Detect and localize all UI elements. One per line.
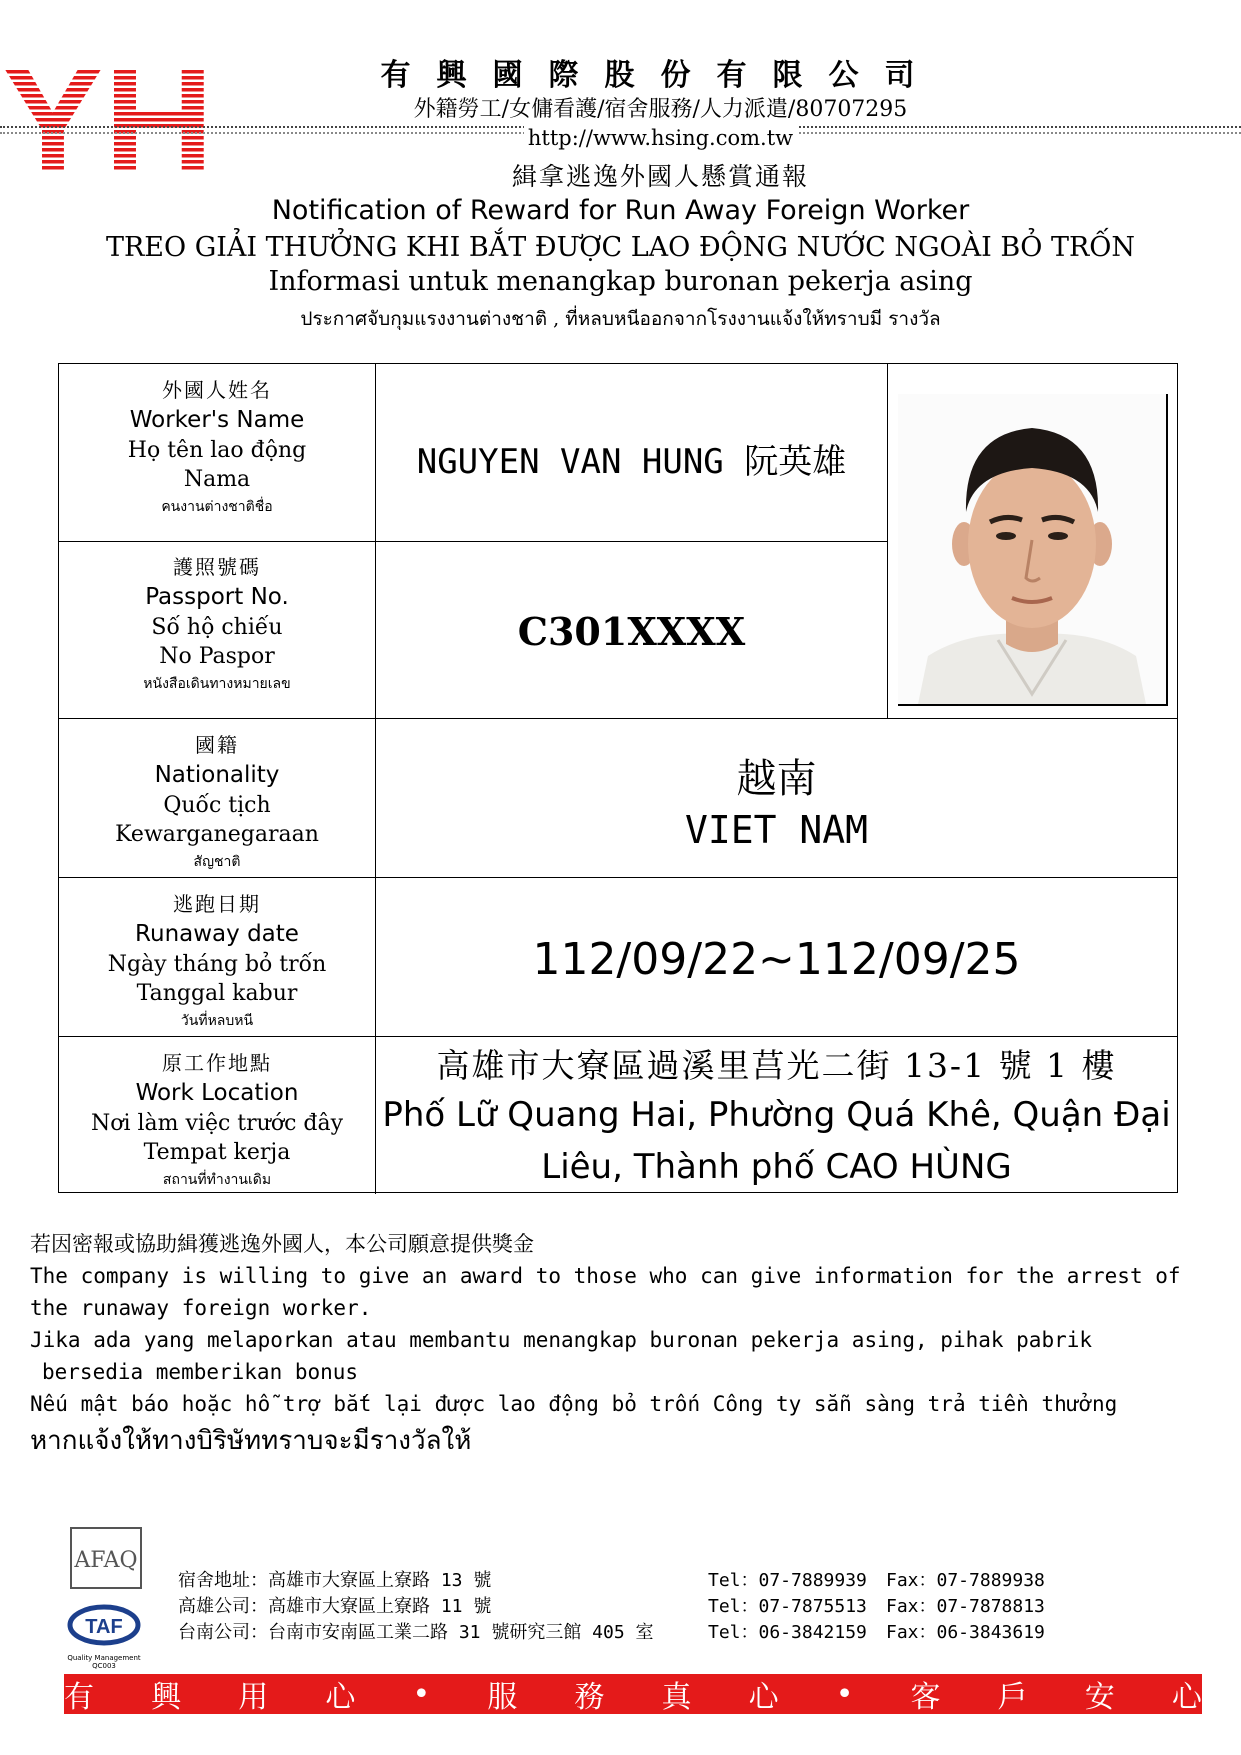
label-id: Nama [183,467,251,492]
company-website: http://www.hsing.com.tw [524,126,797,150]
svg-text:AFAQ: AFAQ [74,1548,138,1573]
photo-cell [887,364,1177,718]
label-en: Work Location [135,1080,299,1106]
slogan-char: 心 [748,1680,779,1715]
fax-kaohsiung: Fax：07-7878813 [886,1596,1045,1617]
label-passport [59,541,376,718]
reward-zh: 若因密報或協助緝獲逃逸外國人，本公司願意提供獎金 [30,1232,534,1256]
slogan-char: 務 [574,1680,605,1715]
tel-tainan: Tel：06-3842159 [708,1622,867,1643]
label-id: No Paspor [159,644,275,669]
slogan-char: 服 [487,1680,518,1715]
reward-vi: Nếu mật báo hoặc hỗ trợ bắt lại được lao động bỏ trốn Công ty sẵn sàng trả tiền thưởng [30,1392,1118,1416]
label-th: สัญชาติ [193,854,241,870]
label-vi: Quốc tịch [163,793,271,818]
label-worker-name [59,364,376,541]
slogan-char: 心 [1171,1680,1202,1715]
label-zh: 逃跑日期 [173,892,261,916]
label-th: วันที่หลบหนี [180,1013,254,1029]
label-en: Passport No. [145,584,289,610]
slogan-bar [64,1674,1202,1714]
work-location-vi: Phố Lữ Quang Hai, Phường Quá Khê, Quận Đại Liêu, Thành phố CAO HÙNG [382,1095,1171,1187]
taf-caption [64,1654,144,1670]
company-services: 外籍勞工/女傭看護/宿舍服務/人力派遣/80707295 [413,97,908,122]
label-vi: Họ tên lao động [127,438,307,463]
worker-name-value: NGUYEN VAN HUNG 阮英雄 [416,442,847,482]
slogan-char: 興 [151,1680,182,1715]
label-en: Worker's Name [129,407,305,433]
taf-caption-line1: Quality Management [67,1654,141,1662]
label-zh: 護照號碼 [173,555,261,579]
label-id: Tanggal kabur [136,981,298,1006]
row-runaway-date [59,877,1177,1036]
slogan-char: 安 [1084,1680,1115,1715]
label-vi: Nơi làm việc trước đây [90,1111,344,1136]
row-work-location [59,1036,1177,1194]
slogan-char: 真 [661,1680,692,1715]
slogan-char: 戶 [997,1680,1028,1715]
tel-kaohsiung: Tel：07-7875513 [708,1596,867,1617]
work-location-zh: 高雄市大寮區過溪里莒光二街 13-1 號 1 樓 [436,1046,1117,1085]
logo-text: YH [2,40,215,180]
label-vi: Số hộ chiếu [151,615,283,640]
nationality-value [376,719,1177,877]
nationality-value-zh: 越南 [736,756,817,802]
label-id: Tempat kerja [143,1140,291,1165]
fax-dormitory: Fax：07-7889938 [886,1570,1045,1591]
label-vi: Ngày tháng bỏ trốn [107,952,327,977]
label-zh: 原工作地點 [162,1051,272,1075]
label-nationality [59,719,376,877]
worker-photo [898,394,1168,706]
slogan-char: 心 [325,1680,356,1715]
label-en: Runaway date [135,921,299,947]
label-work-location [59,1037,376,1194]
label-id: Kewarganegaraan [115,822,319,847]
slogan-char: 用 [238,1680,269,1715]
row-nationality [59,718,1177,877]
label-zh: 國籍 [195,733,239,757]
taf-logo [64,1600,144,1670]
afaq-logo [70,1527,142,1589]
label-runaway-date [59,878,376,1036]
title-id: Informasi untuk menangkap buronan pekerja asing [268,266,973,297]
slogan-separator: • [835,1676,854,1712]
worker-info-table [58,363,1178,1193]
company-name: 有興國際股份有限公司 [380,58,941,93]
nationality-value-en: VIET NAM [684,808,869,852]
label-zh: 外國人姓名 [162,378,272,402]
svg-text:TAF: TAF [85,1616,123,1638]
title-zh: 緝拿逃逸外國人懸賞通報 [511,162,809,191]
reward-id-line2: bersedia memberikan bonus [42,1360,359,1384]
runaway-date-value: 112/09/22~112/09/25 [532,934,1021,985]
taf-caption-line2: QC003 [92,1662,116,1670]
title-en: Notification of Reward for Run Away Foreign Worker [271,195,970,226]
worker-photo-image [898,394,1166,704]
label-th: คนงานต่างชาติชื่อ [161,499,273,515]
passport-number-value: C301XXXX [517,609,746,654]
label-th: หนังสือเดินทางหมายเลข [143,676,291,692]
title-th: ประกาศจับกุมแรงงานต่างชาติ , ที่หลบหนีออกจากโรงงานแจ้งให้ทราบมี รางวัล [300,308,941,330]
slogan-char: 客 [910,1680,941,1715]
tel-dormitory: Tel：07-7889939 [708,1570,867,1591]
reward-th: หากแจ้งให้ทางบิริษัททราบจะมีรางวัลให้ [30,1426,472,1456]
reward-id-line1: Jika ada yang melaporkan atau membantu menangkap buronan pekerja asing, pihak pabrik [30,1328,1093,1352]
label-th: สถานที่ทำงานเดิม [162,1172,272,1188]
label-en: Nationality [154,762,280,788]
reward-notice [30,1228,1221,1462]
reward-en: The company is willing to give an award to those who can give information for the arrest of the runaway foreign worker. [30,1264,1181,1320]
slogan-char: 有 [64,1680,94,1715]
fax-tainan: Fax：06-3843619 [886,1622,1045,1643]
title-vi: TREO GIẢI THƯỞNG KHI BẮT ĐƯỢC LAO ĐỘNG NƯỚC NGOÀI BỎ TRỐN [105,232,1136,263]
address-dormitory: 宿舍地址：高雄市大寮區上寮路 13 號 [178,1570,492,1591]
slogan-separator: • [412,1676,431,1712]
work-location-value [376,1037,1177,1194]
address-kaohsiung: 高雄公司：高雄市大寮區上寮路 11 號 [178,1596,492,1617]
address-tainan: 台南公司：台南市安南區工業二路 31 號研究三館 405 室 [178,1622,654,1643]
